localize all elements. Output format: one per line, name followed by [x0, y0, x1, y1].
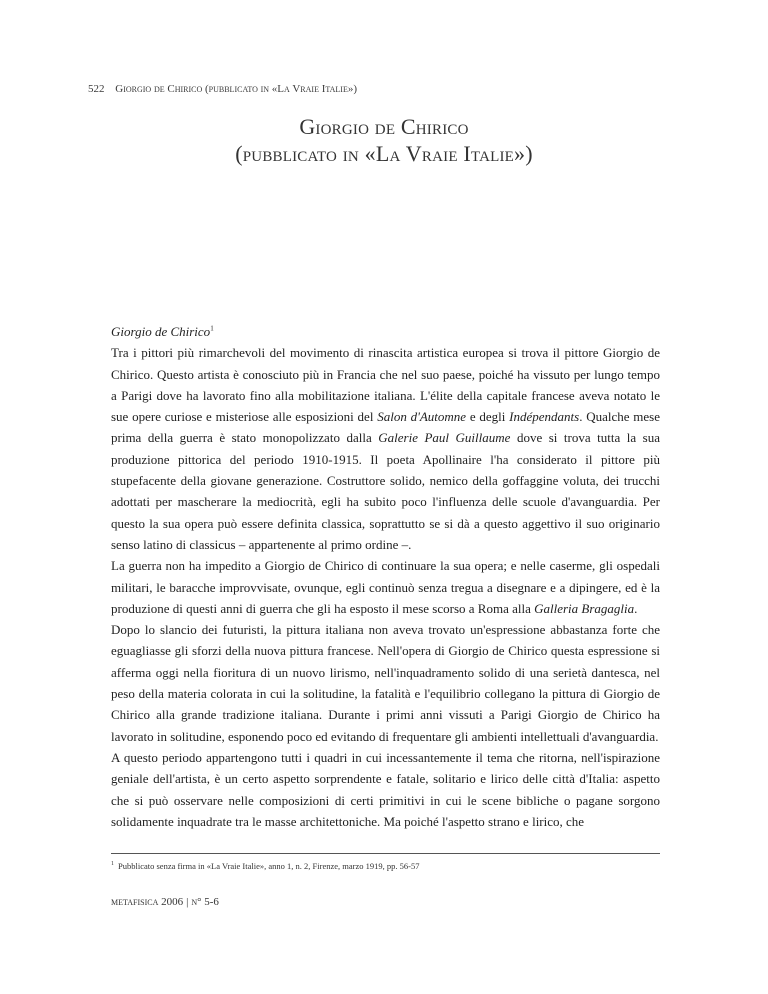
- page-title: [0, 113, 768, 167]
- independants: Indépendants: [509, 409, 580, 425]
- running-head-title: Giorgio de Chirico (pubblicato in «La Vraie Italie»): [115, 83, 357, 95]
- paragraph-2: La guerra non ha impedito a Giorgio de Chirico di continuare la sua opera; e nelle caserme, gli ospedali militari, le baracche improvvisate, ovunque, egli continuò senza tregua a disegnare e a dipingere, ed è la produzione di questi anni di guerra che gli ha esposto il mese scorso a Roma alla Galleria Bragaglia.: [111, 558, 660, 616]
- galerie-paul-guillaume: Galerie Paul Guillaume: [378, 430, 511, 446]
- article-heading: Giorgio de Chirico$^1$: [111, 324, 214, 339]
- footnote: [111, 858, 660, 872]
- footnote-text: Pubblicato senza firma in «La Vraie Italie», anno 1, n. 2, Firenze, marzo 1919, pp. 56-57: [118, 860, 420, 871]
- title-line-1: Giorgio de Chirico: [299, 114, 469, 139]
- galleria-bragaglia: Galleria Bragaglia: [534, 600, 635, 616]
- paragraph-4: A questo periodo appartengono tutti i quadri in cui incessantemente il tema che ritorna, nell'ispirazione geniale dell'artista, è un certo aspetto sorprendente e fatale, solitario e lirico delle città d'Italia: aspetto che si può osservare nelle composizioni di certi primitivi in cui le scene bibliche o pagane sorgono solidamente inquadrate tra le masse architettoniche. Ma poiché l'aspetto strano e lirico, che: [111, 749, 660, 829]
- page-footer: [111, 896, 219, 908]
- footer-separator: |: [186, 896, 189, 908]
- salon-automne: Salon d'Automne: [377, 409, 467, 425]
- running-head: [88, 83, 357, 95]
- footnote-mark: 1: [111, 861, 114, 867]
- paragraph-1: Tra i pittori più rimarchevoli del movimento di rinascita artistica europea si trova il pittore Giorgio de Chirico. Questo artista è conosciuto più in Francia che nel suo paese, poiché ha vissuto per lungo tempo a Parigi dove ha lavorato fino alla mobilitazione italiana. L'élite della capitale francese aveva notato le sue opere curiose e misteriose alle esposizioni del Salon d'Automne e degli Indépendants. Qualche mese prima della guerra è stato monopolizzato dalla Galerie Paul Guillaume dove si trova tutta la sua produzione pittorica del periodo 1910-1915. Il poeta Apollinaire l'ha considerato il pittore più stupefacente della giovane generazione. Costruttore solido, nemico della goffaggine voluta, dei trucchi adottati per mascherare la mediocrità, egli ha subito poco l'influenza delle scuole d'avanguardia. Per questo la sua opera può essere definita classica, soprattutto se si dà a questo aggettivo il suo originario senso latino di classicus – appartenente al primo ordine –.: [111, 345, 660, 552]
- footnote-divider: [111, 853, 660, 854]
- title-line-2: (pubblicato in «La Vraie Italie»): [235, 141, 533, 166]
- footnote-ref: 1: [210, 324, 214, 333]
- article-body: [111, 321, 660, 832]
- journal-year: 2006: [161, 896, 184, 908]
- page-number: 522: [88, 83, 105, 95]
- issue-number: n° 5-6: [191, 896, 219, 908]
- journal-name: metafisica: [111, 896, 159, 908]
- paragraph-3: Dopo lo slancio dei futuristi, la pittura italiana non aveva trovato un'espressione abbastanza forte che eguagliasse gli sforzi della nuova pittura francese. Nell'opera di Giorgio de Chirico questa espressione si afferma oggi nella fioritura di un nuovo lirismo, nell'inquadramento solido di una serietà dantesca, nel peso della materia colorata in cui la solitudine, la fatalità e l'equilibrio collegano la pittura di Giorgio de Chirico alla grande tradizione italiana. Durante i primi anni vissuti a Parigi Giorgio de Chirico ha lavorato in solitudine, esponendo poco ed evitando di frequentare gli ambienti intellettuali d'avanguardia.: [111, 622, 660, 744]
